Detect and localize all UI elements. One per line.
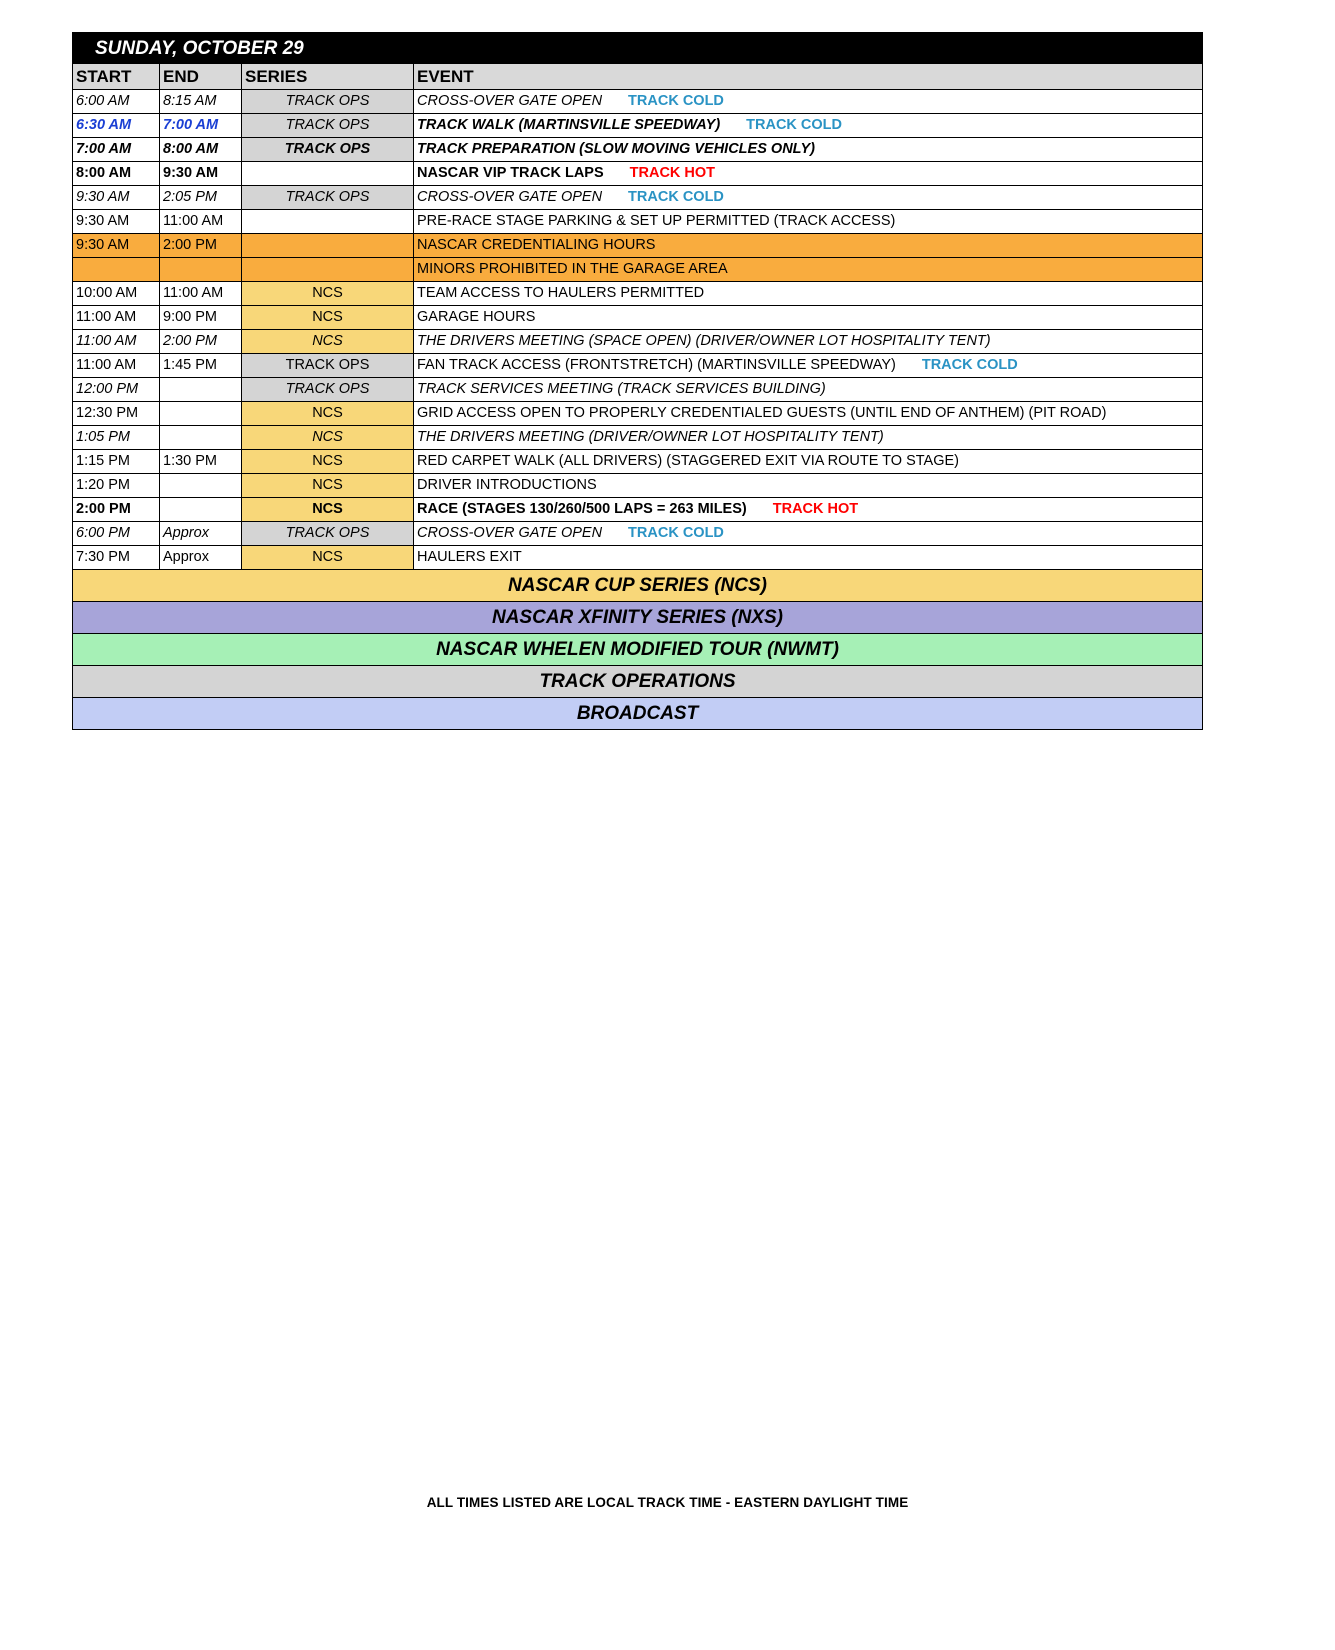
legend-row — [73, 570, 1203, 602]
cell-series: NCS — [242, 498, 414, 522]
cell-event — [414, 282, 1203, 306]
table-row — [73, 114, 1203, 138]
track-hot-badge: TRACK HOT — [629, 165, 716, 182]
table-row — [73, 474, 1203, 498]
cell-event — [414, 138, 1203, 162]
cell-start: 11:00 AM — [73, 354, 160, 378]
cell-end — [160, 402, 242, 426]
legend-row — [73, 698, 1203, 730]
event-label: TRACK WALK (MARTINSVILLE SPEEDWAY) — [417, 117, 721, 134]
cell-series: TRACK OPS — [242, 186, 414, 210]
cell-start: 9:30 AM — [73, 210, 160, 234]
cell-series — [242, 258, 414, 282]
event-label: TRACK PREPARATION (SLOW MOVING VEHICLES ONLY) — [417, 141, 815, 158]
cell-start: 7:30 PM — [73, 546, 160, 570]
legend-label: BROADCAST — [73, 698, 1203, 730]
cell-series: NCS — [242, 546, 414, 570]
cell-series: TRACK OPS — [242, 378, 414, 402]
legend-row — [73, 666, 1203, 698]
column-header-series: SERIES — [242, 64, 414, 90]
cell-event — [414, 114, 1203, 138]
legend-row — [73, 602, 1203, 634]
cell-end — [160, 498, 242, 522]
event-label: CROSS-OVER GATE OPEN — [417, 93, 603, 110]
table-row — [73, 426, 1203, 450]
day-banner-row — [73, 33, 1203, 64]
cell-end: 2:00 PM — [160, 330, 242, 354]
cell-start: 9:30 AM — [73, 186, 160, 210]
cell-end: Approx — [160, 546, 242, 570]
cell-end: 1:45 PM — [160, 354, 242, 378]
cell-series: NCS — [242, 426, 414, 450]
table-row — [73, 306, 1203, 330]
cell-series: NCS — [242, 306, 414, 330]
cell-end: 2:00 PM — [160, 234, 242, 258]
cell-series — [242, 210, 414, 234]
cell-series: NCS — [242, 402, 414, 426]
legend-label: NASCAR XFINITY SERIES (NXS) — [73, 602, 1203, 634]
event-label: CROSS-OVER GATE OPEN — [417, 189, 603, 206]
event-label: CROSS-OVER GATE OPEN — [417, 525, 603, 542]
cell-event — [414, 186, 1203, 210]
cell-series: NCS — [242, 474, 414, 498]
event-label: GRID ACCESS OPEN TO PROPERLY CREDENTIALED GUESTS (UNTIL END OF ANTHEM) (PIT ROAD) — [417, 405, 1107, 422]
cell-start: 11:00 AM — [73, 306, 160, 330]
cell-end — [160, 426, 242, 450]
cell-start: 8:00 AM — [73, 162, 160, 186]
cell-start: 10:00 AM — [73, 282, 160, 306]
cell-start: 6:00 AM — [73, 90, 160, 114]
column-header-event: EVENT — [414, 64, 1203, 90]
column-header-start: START — [73, 64, 160, 90]
table-row — [73, 210, 1203, 234]
table-row — [73, 282, 1203, 306]
event-label: MINORS PROHIBITED IN THE GARAGE AREA — [417, 261, 728, 278]
table-row — [73, 450, 1203, 474]
track-cold-badge: TRACK COLD — [628, 525, 724, 542]
cell-event — [414, 378, 1203, 402]
schedule-sheet — [72, 32, 1202, 730]
cell-event — [414, 498, 1203, 522]
event-label: TEAM ACCESS TO HAULERS PERMITTED — [417, 285, 705, 302]
cell-event — [414, 546, 1203, 570]
event-label: NASCAR VIP TRACK LAPS — [417, 165, 604, 182]
track-cold-badge: TRACK COLD — [921, 357, 1018, 374]
table-row — [73, 354, 1203, 378]
cell-end — [160, 378, 242, 402]
event-label: THE DRIVERS MEETING (SPACE OPEN) (DRIVER/OWNER LOT HOSPITALITY TENT) — [417, 333, 991, 350]
table-row — [73, 402, 1203, 426]
cell-end: 7:00 AM — [160, 114, 242, 138]
event-label: FAN TRACK ACCESS (FRONTSTRETCH) (MARTINSVILLE SPEEDWAY) — [417, 357, 896, 374]
table-row — [73, 138, 1203, 162]
table-row — [73, 258, 1203, 282]
table-row — [73, 522, 1203, 546]
event-label: DRIVER INTRODUCTIONS — [417, 477, 597, 494]
cell-end: 8:15 AM — [160, 90, 242, 114]
cell-start: 2:00 PM — [73, 498, 160, 522]
cell-event — [414, 234, 1203, 258]
cell-end: 8:00 AM — [160, 138, 242, 162]
cell-series: TRACK OPS — [242, 354, 414, 378]
cell-event — [414, 522, 1203, 546]
cell-series: TRACK OPS — [242, 114, 414, 138]
cell-start: 7:00 AM — [73, 138, 160, 162]
event-label: RED CARPET WALK (ALL DRIVERS) (STAGGERED EXIT VIA ROUTE TO STAGE) — [417, 453, 959, 470]
legend-label: NASCAR WHELEN MODIFIED TOUR (NWMT) — [73, 634, 1203, 666]
cell-event — [414, 90, 1203, 114]
cell-series: NCS — [242, 330, 414, 354]
cell-event — [414, 162, 1203, 186]
cell-end: 9:00 PM — [160, 306, 242, 330]
cell-event — [414, 210, 1203, 234]
legend-label: NASCAR CUP SERIES (NCS) — [73, 570, 1203, 602]
cell-start: 1:05 PM — [73, 426, 160, 450]
cell-event — [414, 402, 1203, 426]
track-cold-badge: TRACK COLD — [628, 189, 724, 206]
cell-start: 1:20 PM — [73, 474, 160, 498]
table-row — [73, 186, 1203, 210]
table-row — [73, 546, 1203, 570]
cell-event — [414, 450, 1203, 474]
column-header-row — [73, 64, 1203, 90]
cell-event — [414, 306, 1203, 330]
event-label: GARAGE HOURS — [417, 309, 536, 326]
cell-series — [242, 234, 414, 258]
cell-event — [414, 330, 1203, 354]
table-row — [73, 162, 1203, 186]
cell-start: 12:30 PM — [73, 402, 160, 426]
cell-start: 6:00 PM — [73, 522, 160, 546]
cell-end: 9:30 AM — [160, 162, 242, 186]
cell-start: 9:30 AM — [73, 234, 160, 258]
event-label: HAULERS EXIT — [417, 549, 522, 566]
cell-series: TRACK OPS — [242, 138, 414, 162]
cell-start — [73, 258, 160, 282]
table-row — [73, 90, 1203, 114]
track-hot-badge: TRACK HOT — [772, 501, 859, 518]
cell-end: 1:30 PM — [160, 450, 242, 474]
track-cold-badge: TRACK COLD — [628, 93, 724, 110]
cell-event — [414, 258, 1203, 282]
event-label: PRE-RACE STAGE PARKING & SET UP PERMITTED (TRACK ACCESS) — [417, 213, 896, 230]
table-row — [73, 234, 1203, 258]
track-cold-badge: TRACK COLD — [746, 117, 843, 134]
cell-end: Approx — [160, 522, 242, 546]
cell-end: 11:00 AM — [160, 210, 242, 234]
cell-series: NCS — [242, 450, 414, 474]
cell-series — [242, 162, 414, 186]
table-row — [73, 498, 1203, 522]
cell-series: NCS — [242, 282, 414, 306]
cell-start: 12:00 PM — [73, 378, 160, 402]
footer-note: ALL TIMES LISTED ARE LOCAL TRACK TIME - EASTERN DAYLIGHT TIME — [426, 1495, 909, 1510]
legend-label: TRACK OPERATIONS — [73, 666, 1203, 698]
day-banner-label: SUNDAY, OCTOBER 29 — [73, 33, 1203, 64]
cell-series: TRACK OPS — [242, 522, 414, 546]
cell-end: 11:00 AM — [160, 282, 242, 306]
cell-event — [414, 426, 1203, 450]
event-label: RACE (STAGES 130/260/500 LAPS = 263 MILES) — [417, 501, 747, 518]
cell-start: 6:30 AM — [73, 114, 160, 138]
cell-start: 1:15 PM — [73, 450, 160, 474]
event-label: NASCAR CREDENTIALING HOURS — [417, 237, 656, 254]
legend-row — [73, 634, 1203, 666]
cell-start: 11:00 AM — [73, 330, 160, 354]
schedule-table — [72, 32, 1203, 730]
cell-series: TRACK OPS — [242, 90, 414, 114]
schedule-body — [73, 33, 1203, 730]
table-row — [73, 330, 1203, 354]
event-label: TRACK SERVICES MEETING (TRACK SERVICES BUILDING) — [417, 381, 826, 398]
column-header-end: END — [160, 64, 242, 90]
cell-event — [414, 354, 1203, 378]
event-label: THE DRIVERS MEETING (DRIVER/OWNER LOT HOSPITALITY TENT) — [417, 429, 884, 446]
cell-end: 2:05 PM — [160, 186, 242, 210]
cell-event — [414, 474, 1203, 498]
cell-end — [160, 474, 242, 498]
table-row — [73, 378, 1203, 402]
cell-end — [160, 258, 242, 282]
